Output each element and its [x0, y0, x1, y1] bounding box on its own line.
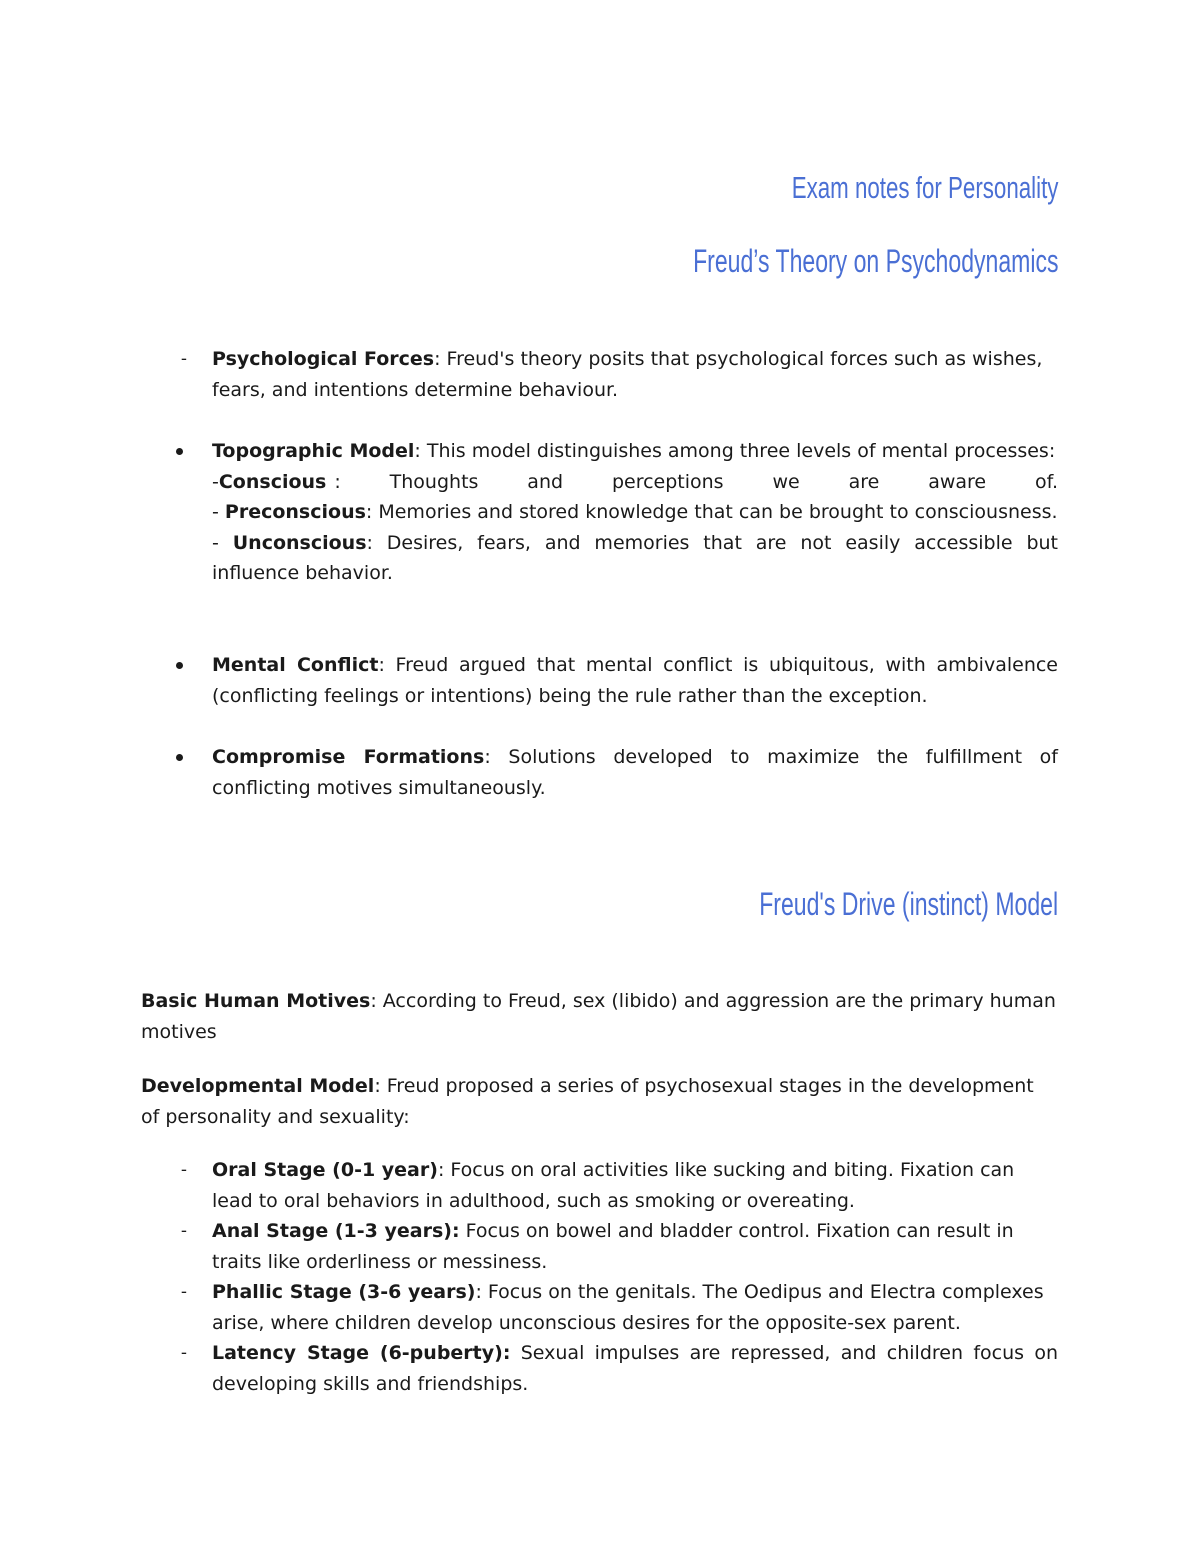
definition-topographic-model: : This model distinguishes among three levels of mental processes:: [414, 440, 1056, 462]
list-item-oral-stage: [180, 1155, 1058, 1216]
definition-preconscious: : Memories and stored knowledge that can be brought to consciousness.: [365, 501, 1058, 523]
definition-basic-human-motives: : According to Freud, sex (libido) and aggression are the primary human motives: [141, 990, 1056, 1043]
definition-compromise-formations: : Solutions developed to maximize the fulfillment of conflicting motives simultaneously.: [212, 746, 1058, 799]
dash-bullet: -: [180, 349, 188, 369]
dash-bullet: -: [180, 1343, 188, 1363]
term-topographic-model: Topographic Model: [212, 440, 415, 462]
definition-conscious: : Thoughts and perceptions we are aware of.: [334, 470, 1058, 493]
definition-mental-conflict: : Freud argued that mental conflict is ubiquitous, with ambivalence (conflicting feelings or intentions) being the rule rather than the exception.: [212, 654, 1058, 707]
paragraph-basic-human-motives: [141, 986, 1058, 1047]
list-item-phallic-stage: [180, 1277, 1058, 1338]
paragraph-developmental-model: [141, 1071, 1058, 1132]
bullet-dot-icon: [176, 448, 183, 455]
term-unconscious: Unconscious: [232, 531, 367, 554]
dash-bullet: -: [180, 1221, 188, 1241]
level-conscious: [212, 467, 1058, 498]
list-item-latency-stage: [180, 1338, 1058, 1399]
term-compromise-formations: Compromise Formations: [212, 746, 485, 768]
section-heading-drive-model: Freud's Drive (instinct) Model: [759, 886, 1058, 922]
term-anal-stage: Anal Stage (1-3 years):: [212, 1220, 460, 1242]
definition-developmental-model: : Freud proposed a series of psychosexual stages in the development of personality and sexuality:: [141, 1075, 1034, 1128]
level-unconscious: - Unconscious: Desires, fears, and memories that are not easily accessible but influence behavior.: [212, 531, 1058, 584]
bullet-dot-icon: [176, 754, 183, 761]
document-title: Exam notes for Personality: [791, 170, 1058, 205]
definition-unconscious: : Desires, fears, and memories that are not easily accessible but influence behavior.: [212, 531, 1058, 584]
definition-psychological-forces: : Freud's theory posits that psychological forces such as wishes, fears, and intentions determine behaviour.: [212, 348, 1043, 401]
bullet-dot-icon: [176, 662, 183, 669]
term-oral-stage: Oral Stage (0-1 year): [212, 1159, 438, 1181]
list-item-psychological-forces: [180, 344, 1058, 405]
list-item-compromise-formations: [212, 742, 1058, 803]
dash-bullet: -: [180, 1160, 188, 1180]
dash-bullet: -: [180, 1282, 188, 1302]
term-psychological-forces: Psychological Forces: [212, 348, 435, 370]
term-conscious: Conscious: [218, 470, 327, 493]
definition-latency-stage: Sexual impulses are repressed, and children focus on developing skills and friendships.: [212, 1342, 1058, 1395]
level-preconscious: - Preconscious: Memories and stored knowledge that can be brought to consciousness.: [212, 501, 1058, 523]
definition-phallic-stage: : Focus on the genitals. The Oedipus and Electra complexes arise, where children develop unconscious desires for the opposite-sex parent.: [212, 1281, 1044, 1334]
definition-anal-stage: Focus on bowel and bladder control. Fixation can result in traits like orderliness or messiness.: [212, 1220, 1014, 1273]
definition-oral-stage: : Focus on oral activities like sucking and biting. Fixation can lead to oral behaviors in adulthood, such as smoking or overeating.: [212, 1159, 1015, 1212]
list-item-mental-conflict: [212, 650, 1058, 711]
term-mental-conflict: Mental Conflict: [212, 654, 379, 676]
list-item-topographic-model: [212, 436, 1058, 589]
term-developmental-model: Developmental Model: [141, 1075, 375, 1097]
section-heading-psychodynamics: Freud’s Theory on Psychodynamics: [692, 243, 1058, 279]
term-basic-human-motives: Basic Human Motives: [141, 990, 371, 1012]
level-prefix: -: [212, 470, 219, 493]
term-preconscious: Preconscious: [224, 501, 366, 523]
term-latency-stage: Latency Stage (6-puberty):: [212, 1342, 511, 1364]
term-phallic-stage: Phallic Stage (3-6 years): [212, 1281, 476, 1303]
list-item-anal-stage: [180, 1216, 1058, 1277]
